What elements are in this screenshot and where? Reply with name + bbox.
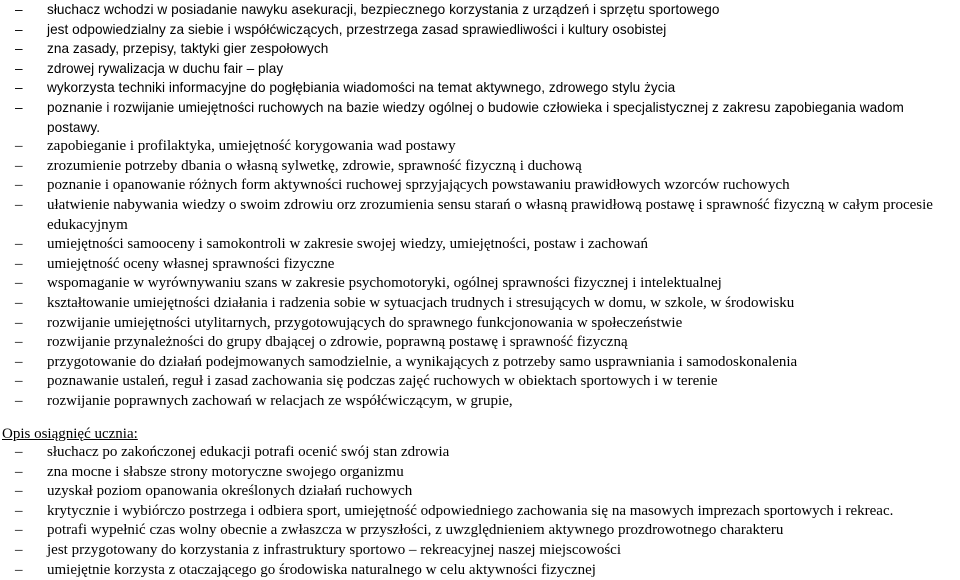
list-item — [0, 482, 960, 502]
bullet-dash: – — [15, 561, 23, 578]
bullet-dash: – — [15, 41, 23, 57]
list-item — [0, 137, 960, 157]
list-item-text: potrafi wypełnić czas wolny obecnie a zwłaszcza w przyszłości, z uwzględnieniem aktywnego prozdrowotnego charakteru — [47, 522, 784, 539]
list-item-text: umiejętnie korzysta z otaczającego go środowiska naturalnego w celu aktywności fizycznej — [47, 561, 596, 578]
list-item — [0, 353, 960, 373]
list-item — [0, 443, 960, 463]
bullet-dash: – — [15, 255, 23, 272]
list-item-text: zrozumienie potrzeby dbania o własną sylwetkę, zdrowie, sprawność fizyczną i duchową — [47, 157, 582, 174]
list-item-text: zna zasady, przepisy, taktyki gier zespołowych — [47, 41, 329, 57]
list-item-text: rozwijanie przynależności do grupy dbającej o zdrowie, poprawną postawę i sprawność fizyczną — [47, 334, 628, 351]
list-item-text: poznanie i rozwijanie umiejętności ruchowych na bazie wiedzy ogólnej o budowie człowieka i specjalistycznej z zakresu zapobiegania wadom postawy. — [47, 99, 904, 135]
bullet-dash: – — [15, 99, 23, 115]
list-item — [0, 392, 960, 412]
list-item-text: umiejętności samooceny i samokontroli w zakresie swojej wiedzy, umiejętności, postaw i zachowań — [47, 236, 648, 253]
list-item — [0, 20, 960, 40]
list-item — [0, 78, 960, 98]
list-item-text: uzyskał poziom opanowania określonych działań ruchowych — [47, 483, 413, 500]
bullet-dash: – — [15, 314, 23, 331]
bullet-dash: – — [15, 541, 23, 558]
list-item — [0, 196, 952, 235]
bullet-dash: – — [15, 138, 23, 155]
list-item-text: słuchacz wchodzi w posiadanie nawyku asekuracji, bezpiecznego korzystania z urządzeń i sprzętu sportowego — [47, 2, 720, 17]
list-item — [0, 463, 960, 483]
list-item — [0, 314, 960, 334]
bullet-dash: – — [15, 80, 23, 96]
list-item-text: jest przygotowany do korzystania z infrastruktury sportowo – rekreacyjnej naszej miejscowości — [47, 541, 621, 558]
list-item — [0, 372, 960, 392]
bullet-dash: – — [15, 502, 23, 519]
bullet-dash: – — [15, 2, 23, 17]
section-title: Opis osiągnięć ucznia: — [2, 426, 138, 442]
list-item-text: umiejętność oceny własnej sprawności fizyczne — [47, 255, 335, 272]
list-item-text: zapobieganie i profilaktyka, umiejętność korygowania wad postawy — [47, 138, 456, 155]
list-item-text: przygotowanie do działań podejmowanych samodzielnie, a wynikających z potrzeby samo usprawniania i samodoskonalenia — [47, 353, 798, 370]
achievements-list — [0, 443, 960, 580]
bullet-dash: – — [15, 177, 23, 194]
bullet-dash: – — [15, 236, 23, 253]
bullet-dash: – — [15, 196, 23, 213]
list-item — [0, 502, 960, 522]
list-item-text: słuchacz po zakończonej edukacji potrafi ocenić swój stan zdrowia — [47, 444, 450, 460]
list-item — [0, 521, 960, 541]
list-item — [0, 274, 960, 294]
list-item-text: poznanie i opanowanie różnych form aktywności ruchowej sprzyjających powstawaniu prawidłowych wzorców ruchowych — [47, 177, 790, 194]
list-item — [0, 294, 960, 314]
bullet-dash: – — [15, 522, 23, 539]
list-item-text: wykorzysta techniki informacyjne do pogłębiania wiadomości na temat aktywnego, zdrowego stylu życia — [47, 80, 676, 96]
list-item — [0, 0, 960, 20]
list-item-text: rozwijanie poprawnych zachowań w relacjach ze współćwiczącym, w grupie, — [47, 392, 513, 409]
bullet-dash: – — [15, 294, 23, 311]
list-item — [0, 561, 960, 580]
list-item — [0, 235, 960, 255]
bullet-dash: – — [15, 21, 23, 37]
bullet-dash: – — [15, 392, 23, 409]
list-item-text: krytycznie i wybiórczo postrzega i odbiera sport, umiejętność odpowiedniego zachowania się na masowych imprezach sportowych i rekreac. — [47, 502, 894, 519]
list-item — [0, 333, 960, 353]
list-item — [0, 98, 952, 137]
list-item — [0, 157, 960, 177]
list-item — [0, 176, 960, 196]
list-item-text: rozwijanie umiejętności utylitarnych, przygotowujących do sprawnego funkcjonowania w społeczeństwie — [47, 314, 683, 331]
bullet-dash: – — [15, 373, 23, 390]
bullet-dash: – — [15, 444, 23, 460]
bullet-dash: – — [15, 275, 23, 292]
bullet-dash: – — [15, 463, 23, 480]
list-item — [0, 541, 960, 561]
list-item — [0, 59, 960, 79]
list-item-text: wspomaganie w wyrównywaniu szans w zakresie psychomotoryki, ogólnej sprawności fizycznej i intelektualnej — [47, 275, 722, 292]
list-item — [0, 255, 960, 275]
bullet-dash: – — [15, 157, 23, 174]
list-item-text: poznawanie ustaleń, reguł i zasad zachowania się podczas zajęć ruchowych w obiektach sportowych i w terenie — [47, 373, 718, 390]
list-item-text: zna mocne i słabsze strony motoryczne swojego organizmu — [47, 463, 404, 480]
list-item — [0, 39, 960, 59]
bullet-dash: – — [15, 353, 23, 370]
list-item-text: kształtowanie umiejętności działania i radzenia sobie w sytuacjach trudnych i stresujących w domu, w szkole, w środowisku — [47, 294, 795, 311]
bullet-dash: – — [15, 334, 23, 351]
list-item-text: zdrowej rywalizacja w duchu fair – play — [47, 60, 284, 76]
bullet-dash: – — [15, 60, 23, 76]
list-item-text: ułatwienie nabywania wiedzy o swoim zdrowiu orz zrozumienia sensu starań o własną prawidłową postawę i sprawność fizyczną w całym procesie edukacyjnym — [47, 196, 933, 233]
list-item-text: jest odpowiedzialny za siebie i współćwiczących, przestrzega zasad sprawiedliwości i kultury osobistej — [47, 21, 667, 37]
bullet-dash: – — [15, 483, 23, 500]
